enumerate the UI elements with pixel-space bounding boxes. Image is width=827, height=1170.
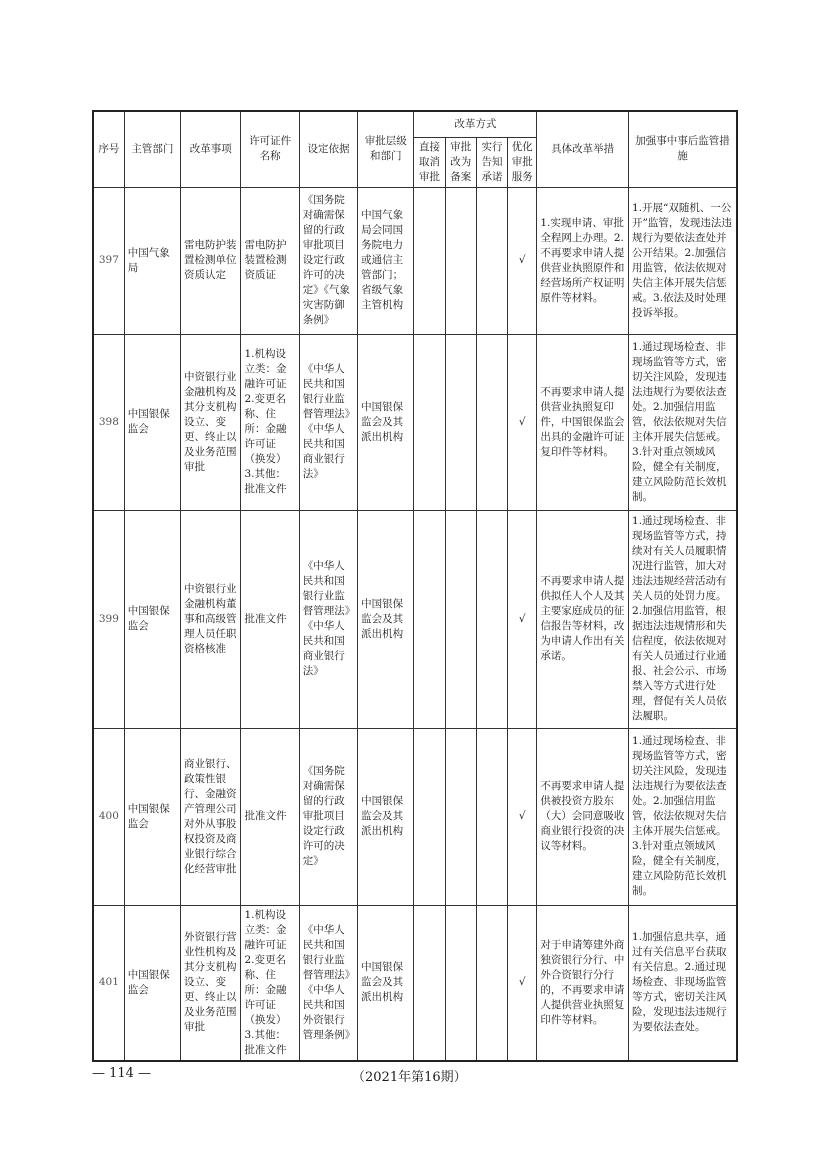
row-m2 (445, 728, 476, 905)
row-m1 (414, 905, 445, 1061)
table-row (93, 905, 737, 1061)
row-m1 (414, 728, 445, 905)
header-method-group: 改革方式 (414, 111, 537, 137)
row-measures: 不再要求申请人提供拟任人个人及其主要家庭成员的征信报告等材料，改为申请人作出有关承诺。 (537, 510, 629, 728)
row-dept: 中国银保监会 (124, 334, 180, 510)
row-m4-check: √ (508, 728, 537, 905)
row-no: 399 (93, 510, 124, 728)
row-basis: 《中华人民共和国银行业监督管理法》《中华人民共和国外资银行管理条例》 (299, 905, 357, 1061)
row-measures: 不再要求申请人提供被投资方股东（大）会同意吸收商业银行投资的决议等材料。 (537, 728, 629, 905)
row-basis: 《国务院对确需保留的行政审批项目设定行政许可的决定》《气象灾害防御条例》 (299, 187, 357, 334)
row-m4-check: √ (508, 510, 537, 728)
row-m2 (445, 187, 476, 334)
row-supervision: 1.通过现场检查、非现场监管等方式，密切关注风险，发现违法违规行为要依法查处。2.加强信用监管，依法依规对失信主体开展失信惩戒。3.针对重点领域风险，健全有关制度，建立风险防范长效机制。 (629, 334, 737, 510)
row-dept: 中国银保监会 (124, 728, 180, 905)
row-item: 中资银行业金融机构及其分支机构设立、变更、终止以及业务范围审批 (181, 334, 241, 510)
row-m3 (476, 510, 507, 728)
header-level: 审批层级和部门 (358, 111, 414, 187)
row-m2 (445, 510, 476, 728)
row-level: 中国银保监会及其派出机构 (358, 728, 414, 905)
header-notify-commit: 实行告知承诺 (476, 137, 507, 187)
header-no: 序号 (93, 111, 124, 187)
page-number: — 114 — (92, 1066, 152, 1081)
row-no: 398 (93, 334, 124, 510)
row-m1 (414, 510, 445, 728)
row-level: 中国银保监会及其派出机构 (358, 905, 414, 1061)
row-license: 1.机构设立类：金融许可证 2.变更名称、住所：金融许可证（换发）3.其他：批准文件 (241, 905, 299, 1061)
row-m4-check: √ (508, 905, 537, 1061)
header-to-record: 审批改为备案 (445, 137, 476, 187)
row-level: 中国银保监会及其派出机构 (358, 334, 414, 510)
row-license: 1.机构设立类：金融许可证 2.变更名称、住所：金融许可证（换发）3.其他：批准文件 (241, 334, 299, 510)
reform-table (92, 110, 738, 1062)
row-license: 雷电防护装置检测资质证 (241, 187, 299, 334)
row-license: 批准文件 (241, 728, 299, 905)
row-m3 (476, 334, 507, 510)
row-m1 (414, 187, 445, 334)
row-basis: 《中华人民共和国银行业监督管理法》《中华人民共和国商业银行法》 (299, 334, 357, 510)
header-measures: 具体改革举措 (537, 111, 629, 187)
row-basis: 《中华人民共和国银行业监督管理法》《中华人民共和国商业银行法》 (299, 510, 357, 728)
row-m2 (445, 334, 476, 510)
header-optimize-service: 优化审批服务 (508, 137, 537, 187)
row-supervision: 1.加强信息共享，通过有关信息平台获取有关信息。2.通过现场检查、非现场监管等方式，密切关注风险，发现违法违规行为要依法查处。 (629, 905, 737, 1061)
row-no: 400 (93, 728, 124, 905)
row-item: 商业银行、政策性银行、金融资产管理公司对外从事股权投资及商业银行综合化经营审批 (181, 728, 241, 905)
row-item: 雷电防护装置检测单位资质认定 (181, 187, 241, 334)
row-supervision: 1.通过现场检查、非现场监管等方式，密切关注风险，发现违法违规行为要依法查处。2.加强信用监管，依法依规对失信主体开展失信惩戒。3.针对重点领域风险，健全有关制度，建立风险防范长效机制。 (629, 728, 737, 905)
row-m4-check: √ (508, 334, 537, 510)
header-basis: 设定依据 (299, 111, 357, 187)
row-measures: 1.实现申请、审批全程网上办理。2.不再要求申请人提供营业执照原件和经营场所产权证明原件等材料。 (537, 187, 629, 334)
issue-label: （2021年第16期） (352, 1070, 467, 1085)
header-dept: 主管部门 (124, 111, 180, 187)
header-supervision: 加强事中事后监管措施 (629, 111, 737, 187)
row-m1 (414, 334, 445, 510)
row-dept: 中国气象局 (124, 187, 180, 334)
row-dept: 中国银保监会 (124, 510, 180, 728)
document-page (92, 110, 738, 1055)
row-m4-check: √ (508, 187, 537, 334)
table-row (93, 728, 737, 905)
row-measures: 不再要求申请人提供营业执照复印件，中国银保监会出具的金融许可证复印件等材料。 (537, 334, 629, 510)
row-item: 中资银行业金融机构董事和高级管理人员任职资格核准 (181, 510, 241, 728)
table-row (93, 510, 737, 728)
header-license: 许可证件名称 (241, 111, 299, 187)
header-item: 改革事项 (181, 111, 241, 187)
row-no: 397 (93, 187, 124, 334)
row-m3 (476, 905, 507, 1061)
row-m2 (445, 905, 476, 1061)
table-row (93, 334, 737, 510)
row-measures: 对于申请筹建外商独资银行分行、中外合资银行分行的，不再要求申请人提供营业执照复印件等材料。 (537, 905, 629, 1061)
row-supervision: 1.通过现场检查、非现场监管等方式，持续对有关人员履职情况进行监管，加大对违法违规经营活动有关人员的处罚力度。2.加强信用监管，根据违法违规情形和失信程度，依法依规对有关人员通过行业通报、社会公示、市场禁入等方式进行处理，督促有关人员依法履职。 (629, 510, 737, 728)
header-direct-cancel: 直接取消审批 (414, 137, 445, 187)
row-license: 批准文件 (241, 510, 299, 728)
row-dept: 中国银保监会 (124, 905, 180, 1061)
row-level: 中国银保监会及其派出机构 (358, 510, 414, 728)
row-item: 外资银行营业性机构及其分支机构设立、变更、终止以及业务范围审批 (181, 905, 241, 1061)
table-row (93, 187, 737, 334)
row-m3 (476, 187, 507, 334)
row-level: 中国气象局会同国务院电力或通信主管部门；省级气象主管机构 (358, 187, 414, 334)
row-supervision: 1.开展“双随机、一公开”监管，发现违法违规行为要依法查处并公开结果。2.加强信用监管，依法依规对失信主体开展失信惩戒。3.依法及时处理投诉举报。 (629, 187, 737, 334)
row-no: 401 (93, 905, 124, 1061)
row-basis: 《国务院对确需保留的行政审批项目设定行政许可的决定》 (299, 728, 357, 905)
row-m3 (476, 728, 507, 905)
